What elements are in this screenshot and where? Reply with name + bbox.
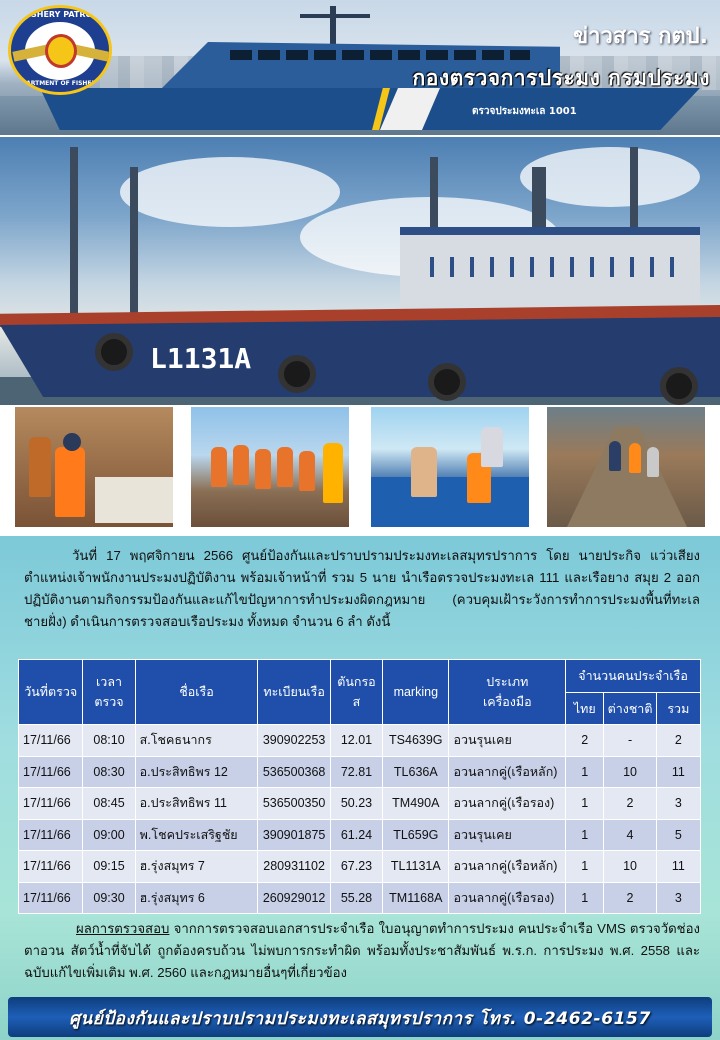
officer-head (63, 433, 81, 451)
cell-boat: ส.โชคธนากร (135, 725, 258, 757)
cell-time: 09:30 (83, 882, 135, 914)
cell-marking: TL636A (383, 756, 449, 788)
inspection-table (18, 659, 701, 914)
header-time-line2: ตรวจ (94, 695, 124, 709)
header-tonnage: ตันกรอส (330, 660, 382, 725)
officer (323, 443, 343, 503)
report-intro: วันที่ 17 พฤศจิกายน 2566 ศูนย์ป้องกันและปราบปรามประมงทะเลสมุทรปราการ โดย นายประกิจ แว่วเสียง ตำแหน่งเจ้าพนักงานประมงปฏิบัติงาน พร้อมเจ้าหน้าที่ รวม 5 นาย นำเรือตรวจประมงทะเล 111 และเรือยาง สมุย 2 ออกปฏิบัติงานตามกิจกรรมป้องกันและแก้ไขปัญหาการทำประมงผิดกฎหมาย (ควบคุมเฝ้าระวังการทำการประมงพื้นที่ทะเลชายฝั่ง) ดำเนินการตรวจสอบเรือประมง ทั้งหมด จำนวน 6 ลำ ดังนี้ (24, 548, 700, 629)
cell-crew-total: 11 (656, 851, 700, 883)
cell-tonnage: 61.24 (330, 819, 382, 851)
header-crew-group: จำนวนคนประจำเรือ (566, 660, 701, 693)
table-row (19, 756, 701, 788)
officer (55, 447, 85, 517)
result-text: จากการตรวจสอบเอกสารประจำเรือ ใบอนุญาตทำการประมง คนประจำเรือ VMS ตรวจวัดช่องตาอวน สัตว์น้ำที่จับได้ ถูกต้องครบถ้วน ไม่พบการกระทำผิด พร้อมทั้งประชาสัมพันธ์ พ.ร.ก. การประมง พ.ศ. 2558 และ ฉบับแก้ไขเพิ่มเติม พ.ศ. 2560 และกฎหมายอื่นๆที่เกี่ยวข้อง (24, 921, 700, 980)
table-row (19, 725, 701, 757)
cell-tonnage: 50.23 (330, 788, 382, 820)
patrol-ship-name: ตรวจประมงทะเล 1001 (472, 106, 577, 117)
header-crew-foreign: ต่างชาติ (604, 693, 656, 725)
photo-document-check (14, 406, 174, 528)
boat-mast (70, 147, 78, 317)
emblem-bottom-text: DEPARTMENT OF FISHERIES (13, 80, 107, 87)
cell-registration: 390902253 (258, 725, 330, 757)
cell-crew-total: 3 (656, 882, 700, 914)
cell-gear: อวนลากคู่(เรือรอง) (449, 882, 566, 914)
cell-gear: อวนรุนเคย (449, 819, 566, 851)
header-time-line1: เวลา (96, 675, 123, 689)
cell-crew-foreign: - (604, 725, 656, 757)
officer (629, 443, 641, 473)
cell-boat: ฮ.รุ่งสมุทร 7 (135, 851, 258, 883)
cell-date: 17/11/66 (19, 788, 83, 820)
header-registration: ทะเบียนเรือ (258, 660, 330, 725)
cell-date: 17/11/66 (19, 725, 83, 757)
cell-crew-total: 11 (656, 756, 700, 788)
cell-tonnage: 72.81 (330, 756, 382, 788)
photo-net-inspection (370, 406, 530, 528)
cell-time: 09:00 (83, 819, 135, 851)
table-row (19, 851, 701, 883)
cell-crew-foreign: 10 (604, 756, 656, 788)
header-banner (0, 0, 720, 135)
boat-cabin-rail (430, 257, 690, 277)
cell-tonnage: 67.23 (330, 851, 382, 883)
cell-marking: TL659G (383, 819, 449, 851)
table-row (19, 882, 701, 914)
cell-crew-thai: 1 (566, 756, 604, 788)
main-photo-fishing-boat (0, 137, 720, 405)
cell-boat: อ.ประสิทธิพร 11 (135, 788, 258, 820)
cell-marking: TS4639G (383, 725, 449, 757)
cell-crew-foreign: 4 (604, 819, 656, 851)
crew-member (481, 427, 503, 467)
header-gear-line2: เครื่องมือ (482, 695, 532, 709)
cell-date: 17/11/66 (19, 756, 83, 788)
boat-deck (567, 427, 687, 527)
cell-registration: 536500350 (258, 788, 330, 820)
header-time (83, 660, 135, 725)
cell-marking: TL1131A (383, 851, 449, 883)
cell-registration: 536500368 (258, 756, 330, 788)
cloud (520, 147, 700, 207)
cell-date: 17/11/66 (19, 819, 83, 851)
header-gear-type (449, 660, 566, 725)
crew-member (255, 449, 271, 489)
cell-crew-foreign: 2 (604, 788, 656, 820)
cell-time: 08:45 (83, 788, 135, 820)
news-label: ข่าวสาร กตป. (573, 24, 708, 49)
cell-registration: 260929012 (258, 882, 330, 914)
cell-gear: อวนลากคู่(เรือรอง) (449, 788, 566, 820)
emblem-top-text: FISHERY PATROL (22, 10, 98, 19)
header-marking: marking (383, 660, 449, 725)
photo-deck-inspection (546, 406, 706, 528)
footer-bar (8, 997, 712, 1037)
crew-member (29, 437, 51, 497)
cell-crew-thai: 1 (566, 819, 604, 851)
boat-mast (430, 157, 438, 237)
cell-date: 17/11/66 (19, 851, 83, 883)
cell-crew-thai: 1 (566, 788, 604, 820)
crew-member (299, 451, 315, 491)
crew-member (233, 445, 249, 485)
cell-gear: อวนรุนเคย (449, 725, 566, 757)
inspection-result (24, 918, 700, 984)
cell-crew-thai: 2 (566, 725, 604, 757)
cell-boat: ฮ.รุ่งสมุทร 6 (135, 882, 258, 914)
crew-member (609, 441, 621, 471)
crew-member (211, 447, 227, 487)
cell-marking: TM490A (383, 788, 449, 820)
crew-member (647, 447, 659, 477)
cell-registration: 280931102 (258, 851, 330, 883)
footer-contact: ศูนย์ป้องกันและปราบปรามประมงทะเลสมุทรปราการ โทร. 0-2462-6157 (69, 1009, 651, 1029)
table-row (19, 819, 701, 851)
cell-time: 08:30 (83, 756, 135, 788)
crew-member (277, 447, 293, 487)
department-title: กองตรวจการประมง กรมประมง (412, 66, 710, 90)
cell-crew-total: 3 (656, 788, 700, 820)
cell-marking: TM1168A (383, 882, 449, 914)
boat-mast (130, 167, 138, 317)
result-label: ผลการตรวจสอบ (76, 921, 170, 936)
cell-crew-total: 5 (656, 819, 700, 851)
header-gear-line1: ประเภท (486, 675, 529, 689)
cell-tonnage: 55.28 (330, 882, 382, 914)
cell-crew-thai: 1 (566, 882, 604, 914)
crew-member (411, 447, 437, 497)
boat-mast (630, 147, 638, 237)
cell-gear: อวนลากคู่(เรือหลัก) (449, 851, 566, 883)
cell-crew-total: 2 (656, 725, 700, 757)
tyre-fender (95, 333, 133, 371)
tyre-fender (428, 363, 466, 401)
cell-crew-foreign: 10 (604, 851, 656, 883)
tyre-fender (660, 367, 698, 405)
photo-strip (14, 406, 706, 530)
table-row (19, 788, 701, 820)
cell-gear: อวนลากคู่(เรือหลัก) (449, 756, 566, 788)
cell-crew-thai: 1 (566, 851, 604, 883)
header-crew-total: รวม (656, 693, 700, 725)
cell-tonnage: 12.01 (330, 725, 382, 757)
blue-nets (371, 477, 530, 528)
cell-time: 08:10 (83, 725, 135, 757)
cloud (120, 157, 340, 227)
header-boat-name: ชื่อเรือ (135, 660, 258, 725)
cell-boat: พ.โชคประเสริฐชัย (135, 819, 258, 851)
header-crew-thai: ไทย (566, 693, 604, 725)
cell-time: 09:15 (83, 851, 135, 883)
documents (95, 477, 173, 523)
cell-registration: 390901875 (258, 819, 330, 851)
header-date: วันที่ตรวจ (19, 660, 83, 725)
cell-boat: อ.ประสิทธิพร 12 (135, 756, 258, 788)
cell-crew-foreign: 2 (604, 882, 656, 914)
boat-hull-marking: L1131A (150, 342, 252, 375)
cell-date: 17/11/66 (19, 882, 83, 914)
tyre-fender (278, 355, 316, 393)
photo-crew-lineup (190, 406, 350, 528)
